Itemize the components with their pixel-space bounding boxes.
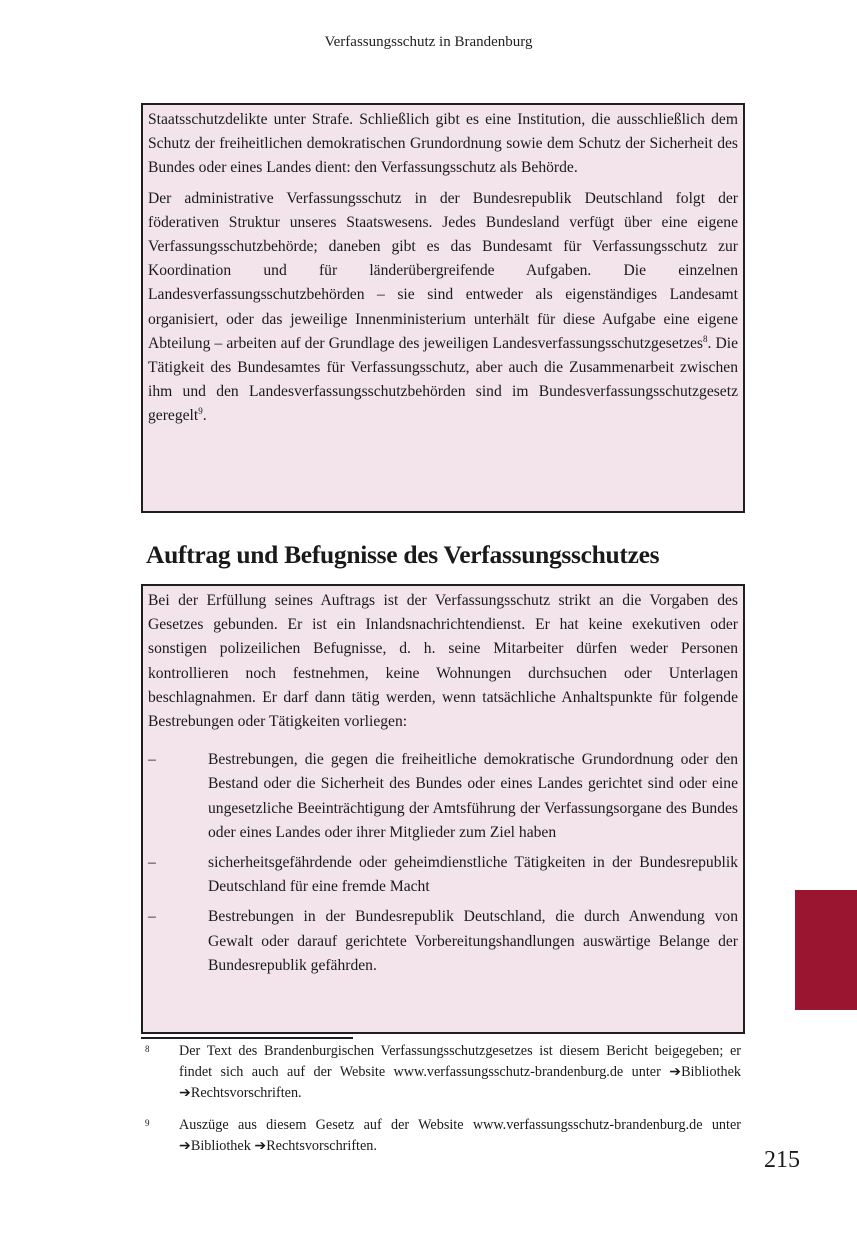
- paragraph-2-text-b: . Die Tätigkeit des Bundesamtes für Verfassungsschutz, aber auch die Zusammenarbeit zwischen ihm und den Landesverfassungsschutzbehörden sind im Bundesverfassungsschutzgesetz geregelt: [148, 334, 738, 425]
- footnote-number: 8: [145, 1044, 150, 1054]
- footnote-8: [141, 1041, 741, 1104]
- footnote-9: [141, 1115, 741, 1157]
- footnote-ref-9: 9: [198, 406, 203, 417]
- footnote-number: 9: [145, 1118, 150, 1128]
- chapter-thumb-tab: [795, 890, 857, 1010]
- paragraph-1: Staatsschutzdelikte unter Strafe. Schließlich gibt es eine Institution, die ausschließlich dem Schutz der freiheitlichen demokratischen Grundordnung sowie dem Schutz der Sicherheit des Bundes oder eines Landes dient: den Verfassungsschutz als Behörde.: [148, 111, 738, 177]
- paragraph-2-text-a: Der administrative Verfassungsschutz in der Bundesrepublik Deutschland folgt der föderativen Struktur unseres Staatswesens. Jedes Bundesland verfügt über eine eigene Verfassungsschutzbehörde; daneben gibt es das Bundesamt für Verfassungsschutz zur Koordination und für länderübergreifende Aufgaben. Die einzelnen Landesverfassungsschutzbehörden – sie sind entweder als eigenständiges Landesamt organisiert, oder das jeweilige Innenministerium unterhält für diese Aufgabe eine eigene Abteilung – arbeiten auf der Grundlage des jeweiligen Landesverfassungsschutzgesetzes: [148, 189, 738, 352]
- text-box-intro: [141, 103, 745, 513]
- list-item-text: sicherheitsgefährdende oder geheimdienstliche Tätigkeiten in der Bundesrepublik Deutschland für eine fremde Macht: [208, 854, 738, 896]
- footnote-divider: [141, 1037, 353, 1039]
- list-item: [148, 905, 738, 978]
- footnote-text: Der Text des Brandenburgischen Verfassungsschutzgesetzes ist diesem Bericht beigegeben; er findet sich auch auf der Website www.verfassungsschutz-brandenburg.de unter ➔Bibliothek ➔Rechtsvorschriften.: [179, 1043, 741, 1101]
- mandate-intro: Bei der Erfüllung seines Auftrags ist der Verfassungsschutz strikt an die Vorgaben des Gesetzes gebunden. Er ist ein Inlandsnachrichtendienst. Er hat keine exekutiven oder sonstigen polizeilichen Befugnisse, d. h. seine Mitarbeiter dürfen weder Personen kontrollieren noch festnehmen, keine Wohnungen durchsuchen oder Unterlagen beschlagnahmen. Er darf dann tätig werden, wenn tatsächliche Anhaltspunkte für folgende Bestrebungen oder Tätigkeiten vorliegen:: [148, 592, 738, 731]
- dash-marker: –: [148, 908, 156, 926]
- text-box-mandate: [141, 584, 745, 1034]
- paragraph-2: [148, 187, 738, 429]
- list-item-text: Bestrebungen, die gegen die freiheitliche demokratische Grundordnung oder den Bestand oder die Sicherheit des Bundes oder eines Landes gerichtet sind oder eine ungesetzliche Beeinträchtigung der Amtsführung der Verfassungsorgane des Bundes oder eines Landes oder ihrer Mitglieder zum Ziel haben: [208, 751, 738, 841]
- list-item: [148, 748, 738, 845]
- footnote-ref-8: 8: [702, 333, 708, 344]
- section-heading: Auftrag und Befugnisse des Verfassungsschutzes: [146, 540, 660, 569]
- paragraph-2-text-c: .: [202, 407, 207, 425]
- list-item: [148, 851, 738, 899]
- dash-marker: –: [148, 751, 156, 769]
- page-number: 215: [764, 1147, 800, 1173]
- footnote-text: Auszüge aus diesem Gesetz auf der Website www.verfassungsschutz-brandenburg.de unter ➔Bibliothek ➔Rechtsvorschriften.: [179, 1117, 741, 1154]
- running-header: Verfassungsschutz in Brandenburg: [324, 34, 533, 50]
- footnotes: [141, 1041, 741, 1168]
- dash-marker: –: [148, 854, 156, 872]
- list-item-text: Bestrebungen in der Bundesrepublik Deutschland, die durch Anwendung von Gewalt oder darauf gerichtete Vorbereitungshandlungen auswärtige Belange der Bundesrepublik gefährden.: [208, 908, 738, 974]
